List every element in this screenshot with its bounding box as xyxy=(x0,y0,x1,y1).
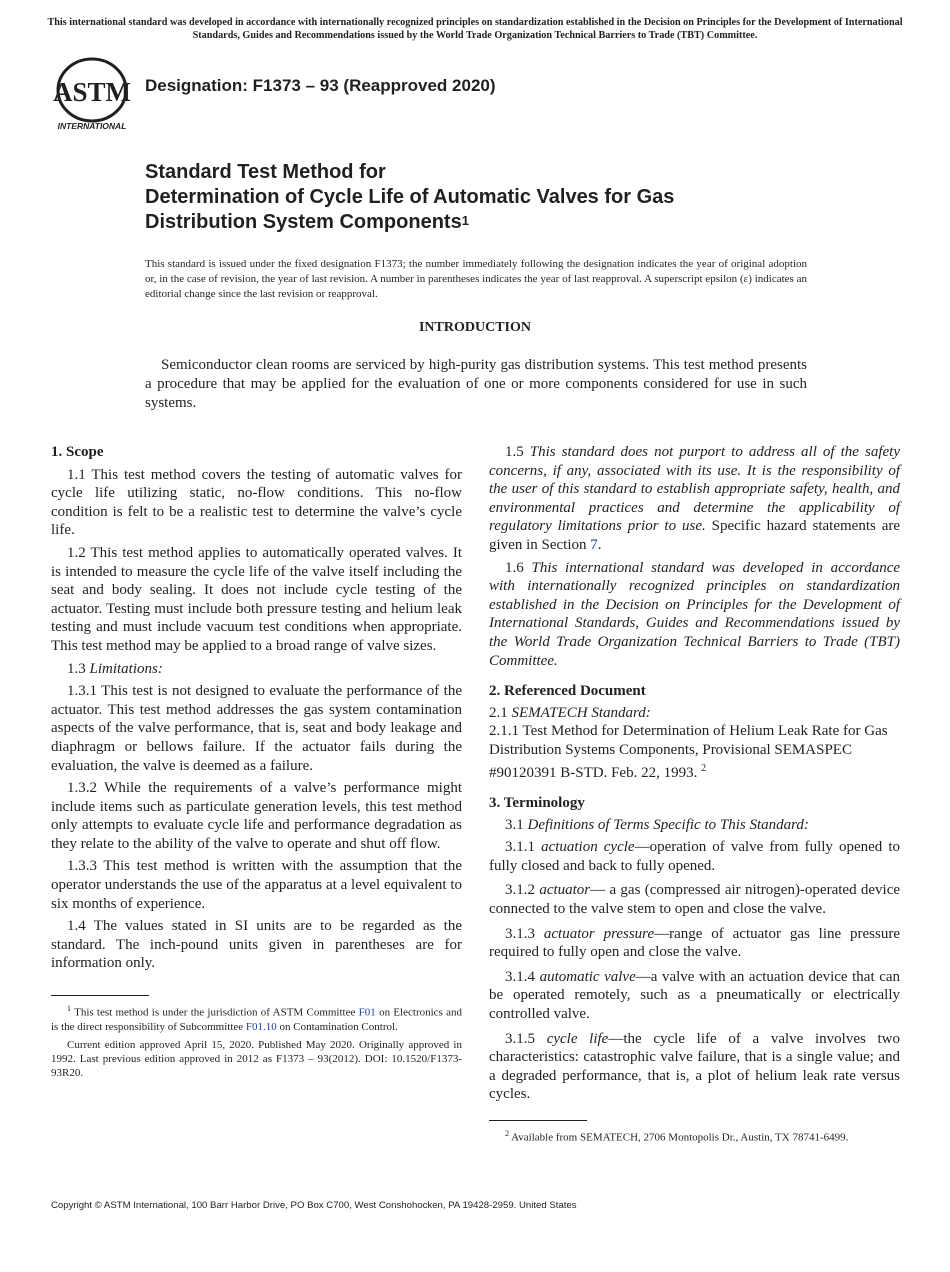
def-text: range of actuator gas line pressure required to fully open and close the valve. xyxy=(489,925,901,961)
def-term: automatic valve xyxy=(539,968,636,985)
title-line-2: Determination of Cycle Life of Automatic Valves for Gas xyxy=(145,186,675,208)
para-2-1-1 xyxy=(489,722,900,782)
def-sep: — xyxy=(635,968,651,985)
def-3-1-4 xyxy=(489,968,900,1024)
document-title xyxy=(145,160,674,235)
def-num: 3.1.2 xyxy=(505,882,535,899)
def-text: operation of valve from fully opened to fully closed and back to fully opened. xyxy=(489,839,900,874)
para-3-1-num: 3.1 xyxy=(505,816,524,833)
wto-notice: This international standard was developed in accordance with internationally recognized principles on standardization established in the Decision on Principles for the Development of International Standards, Guides and Recommendations issued by the World Trade Organization Technical Barriers to Trade (TBT) Committee. xyxy=(47,17,903,41)
para-1-3-1: 1.3.1 This test is not designed to evaluate the performance of the actuator. This test method addresses the gas system contamination aspects of the valve performance, that is, seat and body leakage and diaphragm or bellows failure. If the actuator fails during the evaluation, the valve is deemed as a failure. xyxy=(51,683,462,774)
para-2-1-label: SEMATECH Standard: xyxy=(511,704,651,721)
para-1-3-num: 1.3 xyxy=(67,660,86,677)
footnote-1 xyxy=(51,1002,462,1034)
para-1-6 xyxy=(489,559,900,671)
para-1-2: 1.2 This test method applies to automatically operated valves. It is intended to measure the cycle life of the valve itself including the seat and body sealing. It does not include cycle testing of the actuator. Testing must include both pressure testing and helium leak testing and must include vacuum test conditions when appropriate. This test method may be applied to a broad range of valve sizes. xyxy=(51,544,462,654)
def-num: 3.1.4 xyxy=(505,968,535,985)
def-term: cycle life xyxy=(546,1030,609,1047)
para-1-5-rest: Specific hazard statements are given in Section xyxy=(489,518,901,553)
logo-subtext: INTERNATIONAL xyxy=(57,121,127,131)
def-sep: — xyxy=(634,839,650,856)
para-1-3-2: 1.3.2 While the requirements of a valve’s performance might include items such as particulate generation levels, this test method only attempts to evaluate cycle life and performance degradation as they relate to the ability of the valve to operate and shut off flow. xyxy=(51,780,462,852)
para-1-1: 1.1 This test method covers the testing of automatic valves for cycle life utilizing static, no-flow conditions. This no-flow condition is felt to be a realistic test to determine the valve’s cycle life. xyxy=(51,466,462,539)
title-line-1: Standard Test Method for xyxy=(145,161,386,183)
def-term: actuator xyxy=(539,882,591,899)
para-1-4: 1.4 The values stated in SI units are to be regarded as the standard. The inch-pound units given in parentheses are for information only. xyxy=(51,918,462,972)
section-3-heading: 3. Terminology xyxy=(489,795,585,812)
left-column xyxy=(51,443,462,1084)
footnote-1-edition: Current edition approved April 15, 2020. Published May 2020. Originally approved in 1992. Last previous edition approved in 2012 as F1373 – 93(2012). DOI: 10.1520/F1373-93R20. xyxy=(51,1038,462,1079)
astm-logo xyxy=(52,56,136,132)
title-line-3-text: Distribution System Components xyxy=(145,211,462,233)
def-text: the cycle life of a valve involves two characteristics: catastrophic valve failure, that is a single value; and a degraded performance, that is, a plot of helium leak rate versus cycles. xyxy=(489,1030,900,1103)
para-1-3 xyxy=(51,660,462,679)
footnote-2 xyxy=(489,1127,900,1145)
para-2-1-num: 2.1 xyxy=(489,704,508,721)
para-3-1-label: Definitions of Terms Specific to This Standard: xyxy=(527,816,809,833)
def-term: actuator pressure xyxy=(543,925,655,942)
section-7-link[interactable]: 7 xyxy=(590,536,598,553)
def-3-1-5 xyxy=(489,1030,900,1104)
def-sep: — xyxy=(590,882,610,899)
para-1-3-label: Limitations: xyxy=(89,660,163,677)
footnote-1-mark: 1 xyxy=(67,1004,71,1014)
def-3-1-1 xyxy=(489,838,900,875)
para-1-5-italic: This standard does not purport to address all of the safety concerns, if any, associated with its use. It is the responsibility of the user of this standard to establish appropriate safety, health, and environmental practices and determine the applicability of regulatory limitations prior to use. xyxy=(489,444,900,535)
def-num: 3.1.3 xyxy=(505,925,535,942)
footnote-1-text-c: on Contamination Control. xyxy=(279,1020,398,1033)
def-num: 3.1.1 xyxy=(505,839,535,856)
def-3-1-3 xyxy=(489,925,900,962)
para-2-1 xyxy=(489,704,900,723)
def-num: 3.1.5 xyxy=(505,1030,535,1047)
committee-f01-link[interactable]: F01 xyxy=(358,1006,376,1019)
introduction-text: Semiconductor clean rooms are serviced by high-purity gas distribution systems. This test method presents a procedure that may be applied for the evaluation of one or more components considered for use in such systems. xyxy=(145,357,807,411)
title-footnote-mark: 1 xyxy=(461,213,469,228)
para-1-6-num: 1.6 xyxy=(505,559,524,576)
def-text: a valve with an actuation device that can be operated remotely, such as a pneumatically or electrically controlled valve. xyxy=(489,968,901,1023)
footnote-2-text: Available from SEMATECH, 2706 Montopolis Dr., Austin, TX 78741-6499. xyxy=(511,1131,849,1144)
footnote-1-text-b: on Electronics and is the direct responsibility of Subcommittee xyxy=(51,1006,462,1033)
right-column xyxy=(489,443,900,1149)
designation: Designation: F1373 – 93 (Reapproved 2020) xyxy=(145,76,496,95)
title-line-3 xyxy=(145,210,674,235)
section-2-heading: 2. Referenced Document xyxy=(489,683,646,700)
def-text: a gas (compressed air nitrogen)-operated device connected to the valve stem to open and close the valve. xyxy=(489,882,901,918)
para-1-3-3: 1.3.3 This test method is written with the assumption that the operator understands the use of the apparatus at a level equivalent to six months of experience. xyxy=(51,858,462,912)
footnote-2-mark: 2 xyxy=(505,1129,509,1138)
introduction-heading: INTRODUCTION xyxy=(418,320,531,335)
subcommittee-f01-10-link[interactable]: F01.10 xyxy=(245,1020,277,1033)
copyright-notice: Copyright © ASTM International, 100 Barr Harbor Drive, PO Box C700, West Conshohocken, PA 19428-2959. United States xyxy=(51,1200,577,1211)
footnote-1-text-a: This test method is under the jurisdiction of ASTM Committee xyxy=(74,1006,356,1019)
para-3-1 xyxy=(489,816,900,835)
section-1-heading: 1. Scope xyxy=(51,444,104,460)
def-3-1-2 xyxy=(489,881,900,918)
para-1-6-italic: This international standard was developed in accordance with internationally recognized principles on standardization established in the Decision on Principles for the Development of International Standards, Guides and Recommendations issued by the World Trade Organization Technical Barriers to Trade (TBT) Committee. xyxy=(489,559,901,669)
def-sep: — xyxy=(654,925,670,942)
def-sep: — xyxy=(608,1030,624,1047)
logo-text: ASTM xyxy=(52,77,132,107)
para-2-1-1-text: 2.1.1 Test Method for Determination of Helium Leak Rate for Gas Distribution Systems Components, Provisional SEMASPEC #90120391 B-STD. Feb. 22, 1993. xyxy=(489,723,888,781)
para-1-5-num: 1.5 xyxy=(505,444,524,460)
para-1-5: 1.5 This standard does not purport to address all of the safety concerns, if any, associated with its use. It is the responsibility of the user of this standard to establish appropriate safety, health, and environmental practices and determine the applicability of regulatory limitations prior to use. Specific hazard statements are given in Section 7. xyxy=(489,444,901,553)
def-term: actuation cycle xyxy=(541,839,635,856)
issuance-note: This standard is issued under the fixed designation F1373; the number immediately following the designation indicates the year of original adoption or, in the case of revision, the year of last revision. A number in parentheses indicates the year of last reapproval. A superscript epsilon (ε) indicates an editorial change since the last revision or reapproval. xyxy=(145,258,807,300)
para-2-1-1-mark: 2 xyxy=(701,762,707,774)
